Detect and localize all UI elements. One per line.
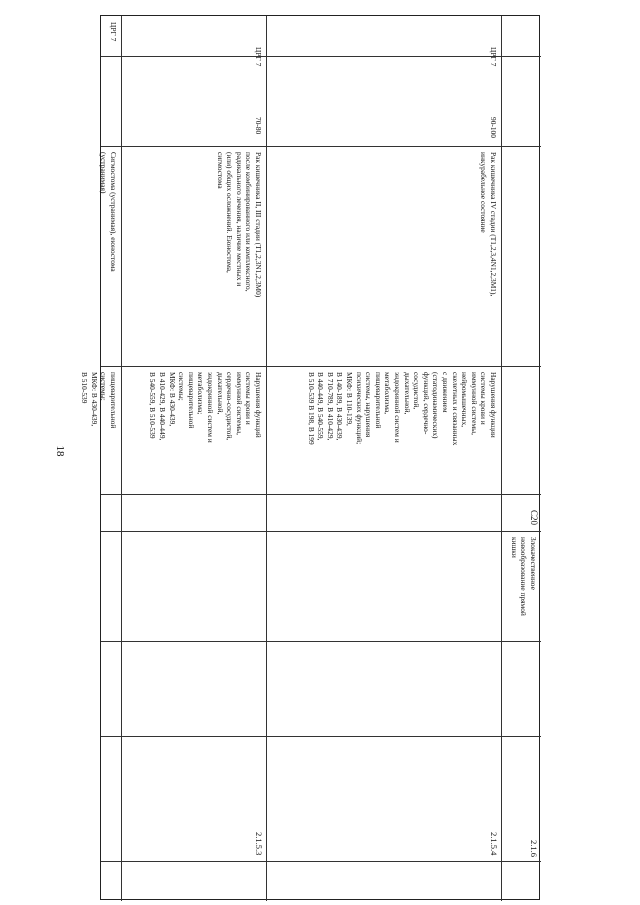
row1-code: 2.1.5.3 [254,832,264,856]
row2-group: ЦРГ 7 [489,47,498,67]
row0-description: Сигмостома (устранимая), еюностома (устранимая) [99,152,118,272]
row3-mkb: C20 [529,510,539,526]
row2-score: 90-100 [489,117,498,138]
row1-description: Рак кишечника II, III стадии (T1,2,3N1,2,3M0) после комбинированного или комплексного, радикального лечения, наличие местных и (или) общих осложнений. Еюностома, сигмостома [215,152,263,298]
row1-score: 70-80 [254,117,263,135]
table-line [101,494,541,495]
table-line [101,641,541,642]
row2-disorders: Нарушения функции системы крови и иммунной системы, нейромышечных, скелетных и связанных с движением (статодинамических) функций, сердечно- сосудистой, дыхательной, эндокринной систем и метаболизма, пищеварительной системы, нарушения психических функций; МКФ: В 110-139, В 140-189, В 430-439, В 710-789, В 410-429, В 440-449, В 540-559, В 510-539 В 198, В 199 [306,372,498,446]
row3-code: 2.1.6 [529,840,539,857]
page-number: 18 [54,445,66,457]
row2-code: 2.1.5.4 [489,832,499,856]
row0-group: ЦРГ 7 [109,22,118,42]
table-line [101,736,541,737]
classification-table [80,15,540,900]
row1-group: ЦРГ 7 [254,47,263,67]
row0-disorders: пищеварительной системы; МКФ: В 430-439, В 510-539 [80,372,118,429]
row1-disorders: Нарушения функций системы крови и иммунной системы, сердечно-сосудистой, дыхательной, эндокринной систем и метаболизма; пищеварительной системы; МКФ: В 430-439, В 410-429, В 440-449, В 540-559, В 510-539 [148,372,263,443]
row3-disease: Злокачественное новообразование прямой кишки [509,537,538,616]
table-line [501,16,502,901]
table-line [101,531,541,532]
row2-description: Рак кишечника IV стадии (T1,2,3,4N1,2,3M1), инкурабельное состояние [479,152,498,297]
